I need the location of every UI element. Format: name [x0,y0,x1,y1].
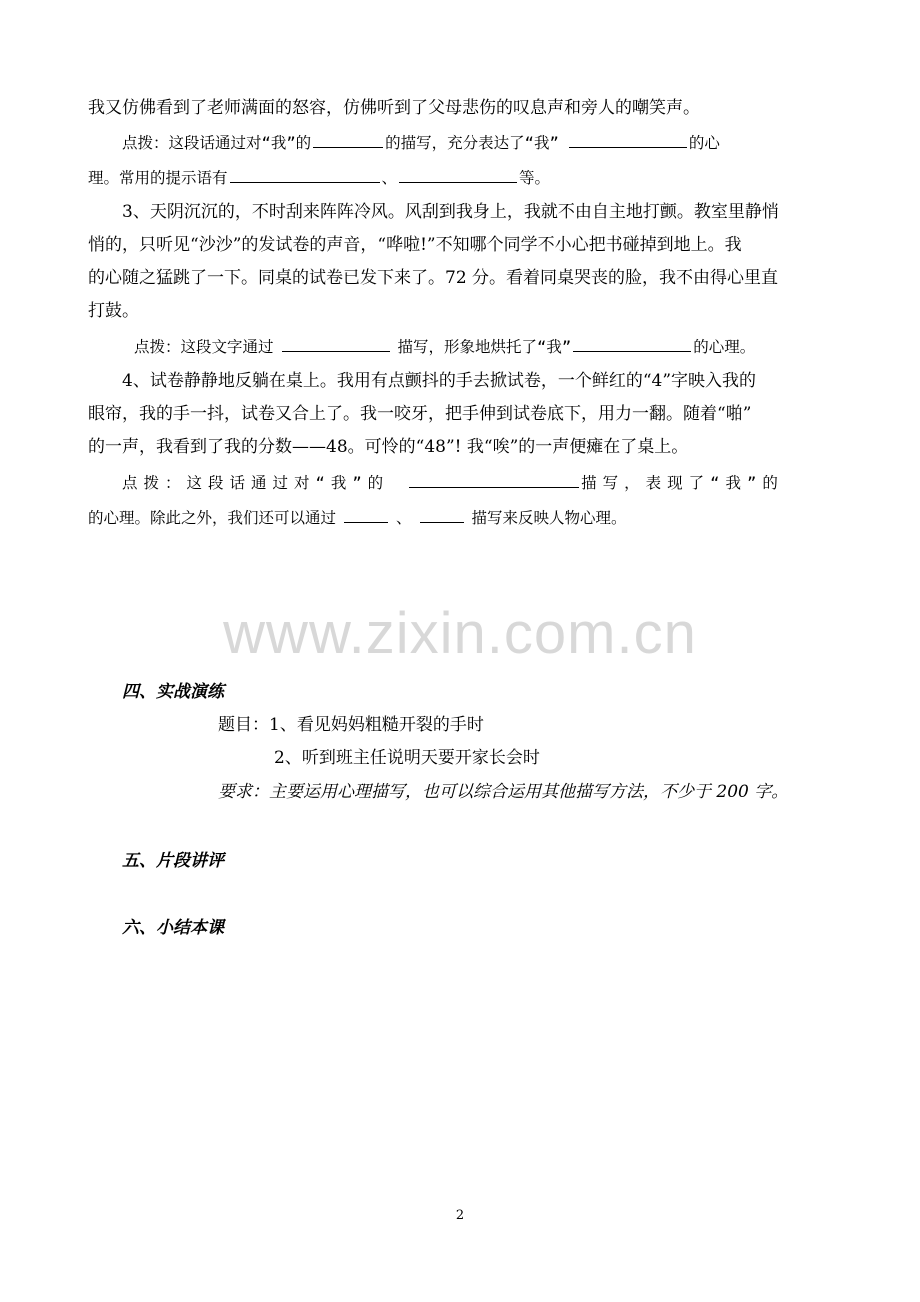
hint-text: 描写来反映人物心理。 [471,509,627,527]
section-heading-review: 五、片段讲评 [122,851,224,871]
hint-text: 理。常用的提示语有 [88,169,228,187]
paragraph-line: 的一声，我看到了我的分数——48。可怜的“48”! 我“唉”的一声便瘫在了桌上。 [88,437,689,457]
hint-text: 的心 [688,134,720,152]
paragraph-line: 3、天阴沉沉的，不时刮来阵阵冷风。风刮到我身上，我就不由自主地打颤。教室里静悄 [122,202,779,222]
paragraph-line: 眼帘，我的手一抖，试卷又合上了。我一咬牙，把手伸到试卷底下，用力一翻。随着“啪” [88,404,752,424]
watermark: www.zixin.com.cn [223,601,697,666]
hint-line [88,506,627,530]
requirement-text: 要求：主要运用心理描写，也可以综合运用其他描写方法，不少于 200 字。 [218,782,789,802]
hint-text: 点拨：这段话通过对“我”的 [122,134,312,152]
section-heading-summary: 六、小结本课 [122,918,224,938]
paragraph-line: 4、试卷静静地反躺在桌上。我用有点颤抖的手去掀试卷，一个鲜红的“4”字映入我的 [122,371,757,391]
task-item: 题目：1、看见妈妈粗糙开裂的手时 [218,715,484,735]
hint-text: 、 [396,509,412,527]
fill-blank[interactable] [409,471,579,488]
paragraph-line: 打鼓。 [88,301,139,321]
hint-line [134,335,755,359]
fill-blank[interactable] [313,131,383,148]
hint-text: 的描写，充分表达了“我” [385,134,559,152]
hint-text: 描写，表现了“我”的 [581,474,784,492]
hint-text: 的心理。除此之外，我们还可以通过 [88,509,337,527]
fill-blank[interactable] [420,506,464,523]
hint-line [122,471,784,495]
fill-blank[interactable] [573,335,691,352]
hint-text: 点拨：这段文字通过 [134,338,274,356]
paragraph-line: 我又仿佛看到了老师满面的怒容，仿佛听到了父母悲伤的叹息声和旁人的嘲笑声。 [88,98,700,118]
task-item: 2、听到班主任说明天要开家长会时 [274,748,540,768]
hint-text: 、 [381,169,398,187]
section-heading-practice: 四、实战演练 [122,682,224,702]
hint-text: 等。 [519,169,551,187]
hint-line [122,131,720,155]
fill-blank[interactable] [569,131,687,148]
page-number: 2 [455,1208,465,1223]
fill-blank[interactable] [399,166,517,183]
paragraph-line: 悄的，只听见“沙沙”的发试卷的声音，“哗啦!”不知哪个同学不小心把书碰掉到地上。我 [88,235,742,255]
hint-text: 点拨：这段话通过对“我”的 [122,474,390,492]
paragraph-line: 的心随之猛跳了一下。同桌的试卷已发下来了。72 分。看着同桌哭丧的脸，我不由得心里直 [88,268,779,288]
fill-blank[interactable] [230,166,380,183]
fill-blank[interactable] [282,335,390,352]
fill-blank[interactable] [344,506,388,523]
hint-line [88,166,550,190]
hint-text: 的心理。 [693,338,756,356]
hint-text: 描写，形象地烘托了“我” [397,338,572,356]
